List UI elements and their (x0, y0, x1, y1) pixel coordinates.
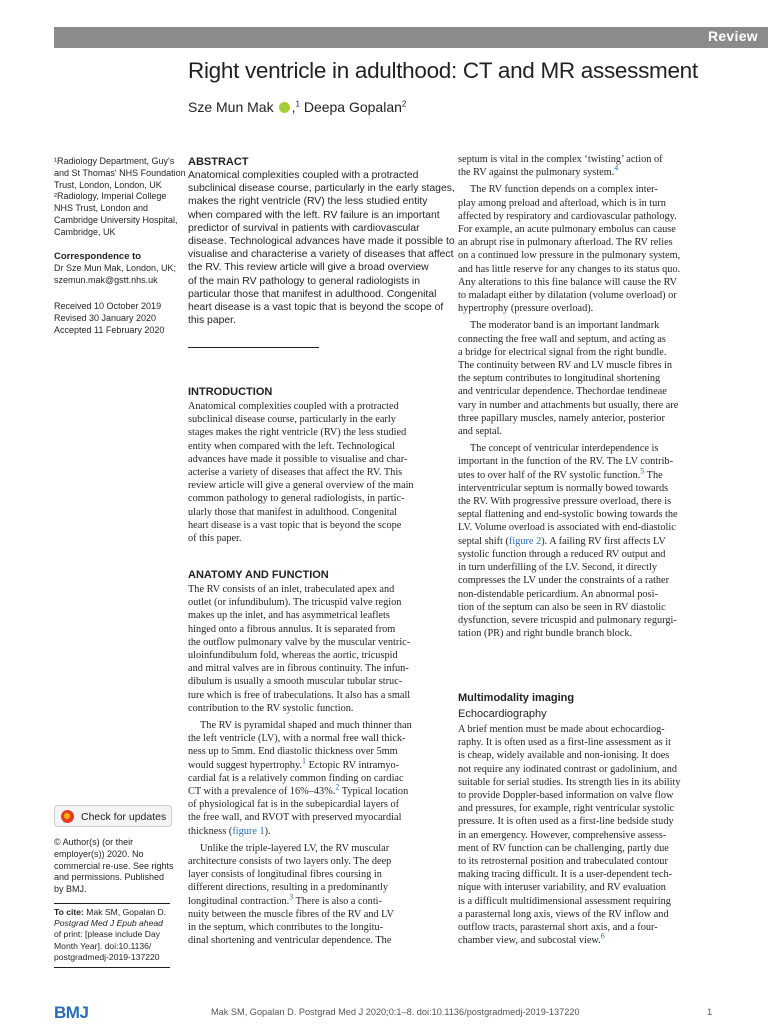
abstract-line: subclinical disease course, particularly in the early stages, (188, 183, 455, 195)
orcid-icon[interactable] (279, 102, 290, 113)
text-line: the outflow pulmonary valve by the muscular ventric- (188, 636, 411, 648)
author-line: Sze Mun Mak ,$^1$ Deepa Gopalan$^2$ (188, 99, 407, 115)
text-line: ness up to 5mm. End diastolic thickness over 5mm (188, 746, 398, 758)
section-label: Review (707, 28, 758, 44)
affiliation-line: Cambridge, UK (54, 226, 116, 237)
to-cite-line: postgradmedj-2019-137220 (54, 951, 160, 962)
echo-body (458, 723, 714, 947)
author-name[interactable]: Sze Mun Mak (188, 99, 274, 115)
reference-link[interactable]: 5 (640, 466, 645, 476)
text-line: outlet (or infundibulum). The tricuspid valve region (188, 597, 402, 609)
text-line: vary in number and attachments but usually, there are (458, 399, 679, 411)
paragraph (458, 153, 714, 179)
affiliation-line: NHS Trust, London and (54, 203, 149, 214)
paragraph (188, 842, 442, 948)
abstract-line: makes the right ventricle (RV) the less studied entity (188, 196, 428, 208)
text-line: on a continued low pressure in the pulmonary system, (458, 250, 681, 262)
text-line: septum is vital in the complex ‘twisting’ action of (458, 154, 663, 165)
text-line: affected by respiratory and cardiovascular pathology. (458, 210, 677, 222)
to-cite-label: To cite: (54, 907, 84, 917)
text-line: is cheap, widely available and non-ionising. It does (458, 750, 670, 762)
text-line: and pressures, for example, right ventricular systolic (458, 803, 675, 815)
text-line (188, 756, 442, 772)
text-span: thickness ( (188, 825, 233, 837)
text-line (458, 466, 714, 482)
text-line: suitable for serial studies. Its strength lies in its ability (458, 776, 681, 788)
revised-date: Revised 30 January 2020 (54, 312, 157, 323)
text-line: not require any iodinated contrast or gadolinium, and (458, 763, 678, 775)
abstract-line: visualise and characterise a variety of diseases that affect (188, 249, 454, 261)
paragraph (458, 183, 714, 315)
copyright-line: by BMJ. (54, 884, 87, 895)
text-span: the RV against the pulmonary system. (458, 167, 615, 179)
text-line: outflow tracts, parasternal short axis, and a four- (458, 922, 658, 934)
text-line: to provide Doppler-based information on valve flow (458, 790, 674, 802)
abstract-line: Anatomical complexities coupled with a protracted (188, 170, 419, 181)
text-line: connecting the free wall and septum, and acting as (458, 333, 666, 345)
correspondence-heading: Correspondence to (54, 251, 142, 262)
echocardiography-heading: Echocardiography (458, 708, 547, 720)
text-line: and ventricular dependence. Thechordae tendineae (458, 386, 667, 398)
text-line (188, 782, 442, 798)
text-line: an abrupt rise in pulmonary afterload. The RV relies (458, 237, 673, 249)
text-line: and mitral valves are in fibrous continuity. The infun- (188, 663, 409, 675)
text-line: raphy. It is often used as a first-line assessment as it (458, 737, 671, 749)
section-banner (54, 27, 768, 48)
text-line: For example, an acute pulmonary embolus can cause (458, 224, 676, 236)
text-line (458, 931, 714, 947)
paragraph (188, 583, 442, 715)
text-line: play among preload and afterload, which is in turn (458, 197, 666, 209)
affiliations (54, 156, 186, 239)
abstract-line: predictor of survival in patients with cardiovascular (188, 222, 420, 234)
text-span: CT with a prevalence of 16%–43%. (188, 786, 336, 798)
text-line (188, 825, 442, 838)
copyright-line: commercial re-use. See rights (54, 860, 174, 871)
text-span: There is also a conti- (293, 895, 382, 907)
text-line: and has little reserve for any changes to its status quo. (458, 263, 681, 275)
text-span: Typical location (339, 786, 409, 798)
text-span: longitudinal contraction. (188, 895, 290, 907)
text-span: would suggest hypertrophy. (188, 759, 303, 771)
text-line: LV. Volume overload is associated with end-diastolic (458, 522, 676, 534)
text-line: pressure. It is often used as a first-line bedside study (458, 816, 674, 828)
correspondence-line: Dr Sze Mun Mak, London, UK; (54, 262, 177, 273)
text-line: layer consists of longitudinal fibres coursing in (188, 869, 382, 881)
text-line: Any alterations to this fine balance will cause the RV (458, 276, 678, 288)
text-line: in an emergency. However, comprehensive assess- (458, 829, 667, 841)
text-line: The moderator band is an important landmark (470, 320, 660, 332)
accepted-date: Accepted 11 February 2020 (54, 324, 165, 335)
text-line: ularly those that manifest in adulthood. Congenital (188, 506, 398, 518)
text-span: Ectopic RV intramyo- (306, 759, 400, 771)
text-line: makes up the inlet, and has asymmetrical leaflets (188, 610, 390, 622)
to-cite-line: of print: [please include Day (54, 929, 161, 940)
abstract-line: heart disease is a vast topic that is beyond the scope of (188, 302, 444, 314)
text-line: in the septum, which contributes to the longitu- (188, 922, 384, 934)
text-line: uloinfundibulum fold, whereas the aortic, tricuspid (188, 650, 398, 662)
text-line: to its retrosternal position and trabeculated contour (458, 856, 668, 868)
text-line: non-distendable pericardium. An abnormal posi- (458, 588, 658, 600)
copyright-line: employer(s)) 2020. No (54, 848, 144, 859)
text-line: The continuity between RV and LV muscle fibres in (458, 360, 673, 372)
text-span: ). (264, 825, 271, 837)
reference-link[interactable]: 1 (302, 756, 307, 766)
text-line: cardial fat is a relatively common finding on cardiac (188, 772, 404, 784)
text-line: the left ventricle (LV), with a normal free wall thick- (188, 733, 406, 745)
abstract-line: this paper. (188, 315, 236, 327)
text-line: The RV function depends on a complex inter- (470, 184, 658, 196)
reference-link[interactable]: 4 (614, 163, 619, 173)
text-line: contribution to the RV systolic function. (188, 702, 354, 714)
text-line: making tracing difficult. It is a user-dependent tech- (458, 869, 673, 881)
text-line: and septal. (458, 426, 503, 438)
copyright (54, 837, 174, 896)
text-line: A brief mention must be made about echocardiog- (458, 724, 665, 735)
text-line: nique with interuser variability, and RV evaluation (458, 882, 666, 894)
text-line: systolic function through a reduced RV output and (458, 548, 666, 560)
reference-link[interactable]: 3 (289, 892, 294, 902)
footer-citation: Mak SM, Gopalan D. Postgrad Med J 2020;0:1–8. doi:10.1136/postgradmedj-2019-137220 (211, 1007, 580, 1017)
abstract-heading: ABSTRACT (188, 156, 249, 168)
crossmark-icon (61, 810, 74, 823)
received-date: Received 10 October 2019 (54, 301, 162, 311)
text-line: interventricular septum is normally bowed towards (458, 482, 669, 494)
paragraph (458, 319, 714, 438)
text-line: is a difficult multidimensional assessment requiring (458, 895, 671, 907)
text-line: review article will give a general overview of the main (188, 480, 414, 492)
abstract-line: the RV. This review article will give a broad overview (188, 262, 429, 274)
right-column-body (458, 153, 714, 644)
text-line: acterise a variety of diseases that affect the RV. This (188, 467, 403, 479)
reference-link[interactable]: 2 (335, 782, 340, 792)
affiliation-mark: 1 (295, 99, 300, 109)
text-line: of physiological fat is in the subepicardial layers of (188, 799, 400, 811)
correspondence (54, 251, 177, 286)
page-number: 1 (707, 1007, 713, 1017)
figure-link[interactable]: figure 1 (232, 825, 265, 837)
text-line: in turn underfilling of the LV. Second, it directly (458, 562, 658, 574)
text-line: ture which is free of trabeculations. It also has a small (188, 689, 411, 701)
text-line: common pathology to general radiologists, in partic- (188, 493, 405, 505)
text-span: The (644, 469, 663, 481)
text-line: advances have made it possible to visualise and char- (188, 453, 408, 465)
text-span: utes to over half of the RV systolic function. (458, 469, 641, 481)
reference-link[interactable]: 6 (600, 931, 605, 941)
affiliation-line: Trust, London, London, UK (54, 179, 162, 190)
text-line: the RV. With progressive pressure overload, there is (458, 496, 672, 508)
affiliation-line: and St Thomas' NHS Foundation (54, 167, 186, 178)
text-line: stages makes the right ventricle (RV) the less studied (188, 427, 407, 439)
check-for-updates-button[interactable] (54, 805, 172, 827)
article-title: Right ventricle in adulthood: CT and MR assessment (188, 58, 698, 83)
text-line: tation (PR) and right bundle branch block. (458, 628, 633, 640)
multimodality-heading: Multimodality imaging (458, 692, 575, 704)
text-line: The RV consists of an inlet, trabeculated apex and (188, 584, 395, 595)
text-span: ). A failing RV first affects LV (541, 535, 666, 547)
text-line: the free wall, and RVOT with preserved myocardial (188, 812, 402, 824)
affiliation-mark: 2 (401, 99, 407, 109)
correspondence-email[interactable]: szemun.mak@gstt.nhs.uk (54, 274, 158, 285)
text-line: to maladapt either by dilatation (volume overload) or (458, 290, 677, 302)
text-line (458, 535, 714, 548)
to-cite-box (54, 903, 170, 968)
text-line: septal flattening and end-systolic bowing towards the (458, 509, 678, 521)
text-line: three papillary muscles, namely anterior, posterior (458, 412, 665, 424)
anatomy-heading: ANATOMY AND FUNCTION (188, 569, 329, 581)
text-line: heart disease is a vast topic that is beyond the scope (188, 519, 402, 531)
text-line: entity when compared with the left. Technological (188, 440, 395, 452)
text-line: Unlike the triple-layered LV, the RV muscular (200, 842, 390, 854)
text-line: a bridge for electrical signal from the right bundle. (458, 346, 667, 358)
paragraph (458, 442, 714, 640)
text-line: a parasternal long axis, views of the RV inflow and (458, 908, 669, 920)
affiliation-line: ²Radiology, Imperial College (54, 191, 167, 202)
text-line: dibulum is usually a smooth muscular tubular struc- (188, 676, 403, 688)
text-line (188, 892, 442, 908)
introduction-heading: INTRODUCTION (188, 386, 273, 398)
article-dates (54, 301, 174, 336)
abstract-line: particular those that manifest in adulthood. Congenital (188, 288, 437, 300)
affiliation-line: Cambridge University Hospital, (54, 214, 178, 225)
paragraph (188, 719, 442, 838)
copyright-line: and permissions. Published (54, 872, 165, 883)
text-span: chamber view, and subcostal view. (458, 935, 601, 947)
abstract-divider (188, 347, 319, 348)
text-line: ment of RV function can be challenging, partly due (458, 842, 669, 854)
text-line: The concept of ventricular interdependence is (470, 443, 659, 455)
abstract-line: of the main RV pathology to general radiologists in (188, 275, 421, 287)
text-span: septal shift ( (458, 535, 509, 547)
introduction-body (188, 400, 442, 545)
text-line (458, 163, 714, 179)
copyright-line: © Author(s) (or their (54, 837, 134, 847)
affiliation-line: ¹Radiology Department, Guy's (54, 156, 175, 166)
to-cite-line: Postgrad Med J Epub ahead (54, 918, 163, 929)
text-line: dysfunction, severe tricuspid and pulmonary regurgi- (458, 614, 677, 626)
anatomy-body (188, 583, 442, 951)
text-line: architecture consists of two layers only. The deep (188, 856, 392, 868)
text-line: dinal shortening and ventricular dependence. The (188, 935, 392, 947)
text-line: compresses the LV under the constraints of a rather (458, 575, 670, 587)
text-line: important in the function of the RV. The LV contrib- (458, 456, 674, 468)
text-line: Anatomical complexities coupled with a protracted (188, 401, 399, 412)
text-line: subclinical disease course, particularly in the early (188, 414, 396, 426)
text-line: hinged onto a fibrous annulus. It is separated from (188, 623, 396, 635)
text-line: of this paper. (188, 533, 242, 545)
text-line: the septum contributes to longitudinal shortening (458, 373, 661, 385)
abstract-body (188, 169, 455, 327)
text-line: tion of the septum can also be seen in RV diastolic (458, 601, 666, 613)
text-line: nuity between the muscle fibres of the RV and LV (188, 908, 394, 920)
abstract-line: disease. Technological advances have made it possible to (188, 236, 455, 248)
author-name[interactable]: Deepa Gopalan (303, 99, 402, 115)
abstract-line: when compared with the left. RV failure is an important (188, 209, 440, 221)
text-line: different directions, resulting in a predominantly (188, 882, 388, 894)
to-cite-line: Mak SM, Gopalan D. (83, 907, 167, 917)
bmj-logo[interactable]: BMJ (54, 1003, 89, 1022)
text-line: The RV is pyramidal shaped and much thinner than (200, 720, 412, 732)
to-cite-line: Month Year]. doi:10.1136/ (54, 940, 152, 951)
figure-link[interactable]: figure 2 (508, 535, 542, 547)
check-for-updates-label: Check for updates (81, 811, 167, 823)
text-line: hypertrophy (pressure overload). (458, 303, 594, 315)
